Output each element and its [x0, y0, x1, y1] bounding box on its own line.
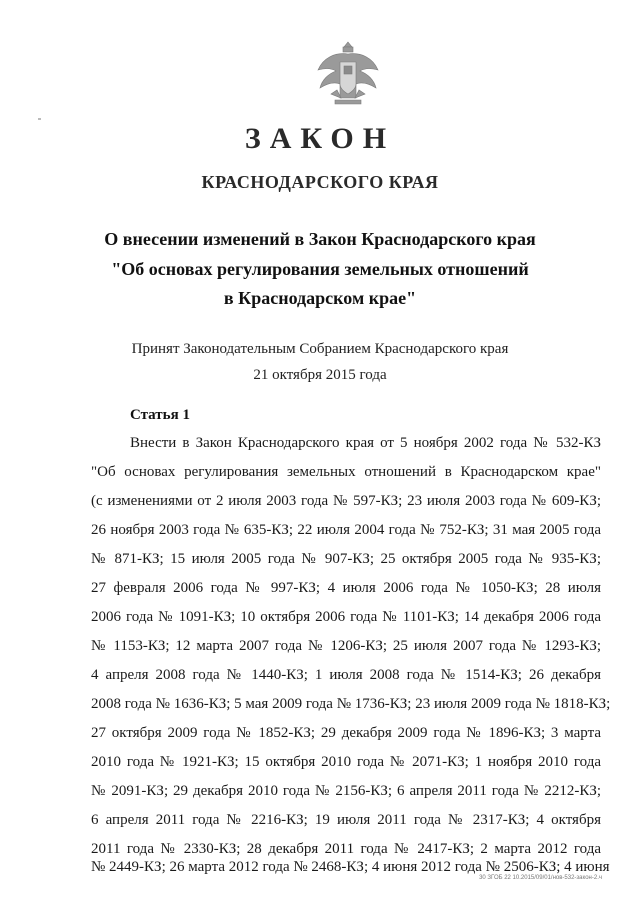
article-text-line: 27 февраля 2006 года № 997-КЗ; 4 июля 2006 года № 1050-КЗ; 28 июля: [91, 580, 601, 596]
article-text-line: № 2091-КЗ; 29 декабря 2010 года № 2156-КЗ; 6 апреля 2011 года № 2212-КЗ;: [91, 783, 601, 799]
article-text-line: 2008 года № 1636-КЗ; 5 мая 2009 года № 1736-КЗ; 23 июля 2009 года № 1818-КЗ;: [91, 696, 611, 712]
region-heading: КРАСНОДАРСКОГО КРАЯ: [201, 172, 439, 192]
law-heading: ЗАКОН: [244, 122, 396, 155]
article-text-line: Внести в Закон Краснодарского края от 5 ноября 2002 года № 532-КЗ: [130, 435, 601, 451]
article-text-line: (с изменениями от 2 июля 2003 года № 597-КЗ; 23 июля 2003 года № 609-КЗ;: [91, 493, 601, 509]
law-title-line-2: "Об основах регулирования земельных отношений: [111, 259, 529, 279]
law-title-line-1: О внесении изменений в Закон Краснодарского края: [104, 229, 536, 249]
article-text-line: 27 октября 2009 года № 1852-КЗ; 29 декабря 2009 года № 1896-КЗ; 3 марта: [91, 725, 601, 741]
article-text-line: 6 апреля 2011 года № 2216-КЗ; 19 июля 2011 года № 2317-КЗ; 4 октября: [91, 812, 601, 828]
document-footer-code: 30 ЗГОБ 22 10.2015/09/01/нов-532-закон-2.ч: [479, 875, 602, 881]
article-text-line: № 871-КЗ; 15 июля 2005 года № 907-КЗ; 25 октября 2005 года № 935-КЗ;: [91, 551, 601, 567]
article-text-line: № 1153-КЗ; 12 марта 2007 года № 1206-КЗ; 25 июля 2007 года № 1293-КЗ;: [91, 638, 601, 654]
coat-of-arms-emblem-icon: [313, 38, 383, 106]
adoption-date: 21 октября 2015 года: [253, 367, 387, 383]
article-text-line: 4 апреля 2008 года № 1440-КЗ; 1 июля 2008 года № 1514-КЗ; 26 декабря: [91, 667, 601, 683]
article-text-line: 26 ноября 2003 года № 635-КЗ; 22 июля 2004 года № 752-КЗ; 31 мая 2005 года: [91, 522, 601, 538]
article-text-line: "Об основах регулирования земельных отношений в Краснодарском крае": [91, 464, 601, 480]
article-heading: Статья 1: [130, 407, 190, 423]
adopted-by: Принят Законодательным Собранием Краснодарского края: [131, 341, 509, 357]
scan-mark: [38, 118, 41, 120]
article-text-line: 2006 года № 1091-КЗ; 10 октября 2006 года № 1101-КЗ; 14 декабря 2006 года: [91, 609, 601, 625]
article-text-line: 2011 года № 2330-КЗ; 28 декабря 2011 года № 2417-КЗ; 2 марта 2012 года: [91, 841, 601, 857]
article-text-line: № 2449-КЗ; 26 марта 2012 года № 2468-КЗ; 4 июня 2012 года № 2506-КЗ; 4 июня: [91, 859, 610, 875]
law-title-line-3: в Краснодарском крае": [223, 288, 417, 308]
article-text-line: 2010 года № 1921-КЗ; 15 октября 2010 года № 2071-КЗ; 1 ноября 2010 года: [91, 754, 601, 770]
